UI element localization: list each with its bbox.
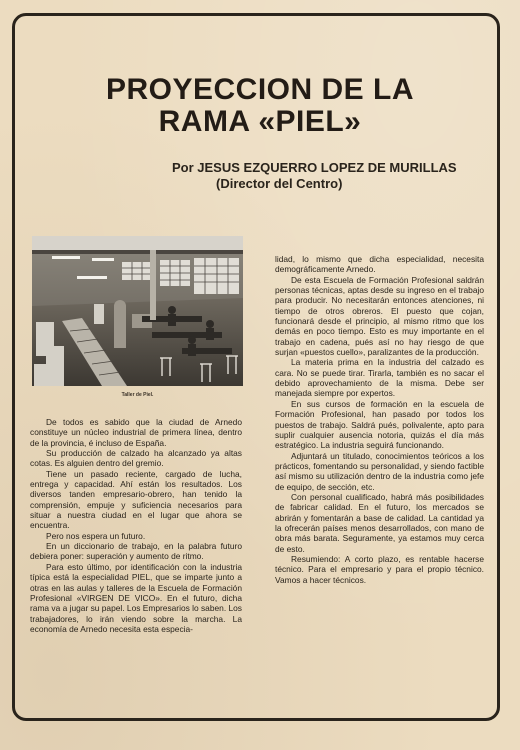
right-paragraph: De esta Escuela de Formación Profesional saldrán personas técnicas, aptas desde su ingreso en el trabajo para producir. No necesitarán entonces atenciones, ni tiempo de otros obreros. El puesto que cojan, funcionará desde el principio, al mismo ritmo que los demás en poco tiempo. Esto es muy importante en el trabajo en cadena, pués así no hay riesgo de que surjan «puestos cuello», paralizantes de la producción. <box>275 274 484 358</box>
left-column <box>30 417 242 634</box>
left-paragraph: Pero nos espera un futuro. <box>46 530 146 541</box>
workshop-photo <box>32 236 243 386</box>
workshop-photo-image <box>32 236 243 386</box>
right-paragraph: La materia prima en la industria del calzado es cara. No se puede tirar. Tirarla, también es no sacar el debido aprovechamiento de la misma. Debe ser manejada siempre por expertos. <box>275 357 484 399</box>
right-paragraph-continued: lidad, lo mismo que dicha especialidad, necesita demográficamente Arnedo. <box>275 254 484 275</box>
right-paragraph: Adjuntará un titulado, conocimientos teóricos a los prácticos, fomentando su personalidad, y siendo factible así mismo su utilización dentro de la industria como jefe de equipo, de sección, etc. <box>275 450 484 492</box>
left-paragraph: Su producción de calzado ha alcanzado ya altas cotas. Es alguien dentro del gremio. <box>30 448 242 469</box>
article-title <box>20 74 500 138</box>
right-paragraph: Resumiendo: A corto plazo, es rentable hacerse técnico. Para el empresario y para el propio técnico. Vamos a hacer técnicos. <box>275 553 484 585</box>
right-paragraph: Con personal cualificado, habrá más posibilidades de fabricar calidad. En el futuro, los mercados se abrirán y fomentarán a base de calidad. La cantidad ya la ofrecerán países menos desarrollados, con mano de obra más barata. Seguramente, ya estamos muy cerca de esto. <box>275 491 484 554</box>
title-line-1: PROYECCION DE LA <box>105 73 415 106</box>
author-name: Por JESUS EZQUERRO LOPEZ DE MURILLAS <box>172 160 457 175</box>
left-paragraph: Tiene un pasado reciente, cargado de lucha, entrega y capacidad. Ahí están los resultados. Los diversos tanden empresario-obrero, han tenido la comprensión, empuje y suficiencia necesarios para situar a nuestra ciudad en el lugar que ahora se encuentra. <box>30 468 242 531</box>
author-byline <box>160 160 500 192</box>
left-paragraph: En un diccionario de trabajo, en la palabra futuro debiera poner: superación y aumento de ritmo. <box>30 541 242 562</box>
left-paragraph: Para esto último, por identificación con la industria típica está la especialidad PIEL, que se imparte junto a otras en las aulas y talleres de la Escuela de Formación Profesional «VIRGEN DE VICO». En el futuro, dicha rama va a jugar su papel. Los Empresarios lo saben. Los trabajadores, lo irán viendo sobre la marcha. La economía de Arnedo necesita esta especia- <box>30 561 242 634</box>
title-line-2: RAMA «PIEL» <box>158 105 362 138</box>
right-column <box>275 254 484 585</box>
photo-caption: Taller de Piel. <box>121 392 154 398</box>
right-paragraph: En sus cursos de formación en la escuela de Formación Profesional, han pasado por todos los puestos de trabajo. Saldrá pués, polivalente, apto para suplir cualquier ausencia notoria, quizás el día más estratégico. La industria seguirá funcionando. <box>275 398 484 451</box>
author-role: (Director del Centro) <box>216 176 343 191</box>
left-paragraph: De todos es sabido que la ciudad de Arnedo constituye un núcleo industrial de primera línea, dentro de la provincia, é incluso de España. <box>30 417 242 448</box>
